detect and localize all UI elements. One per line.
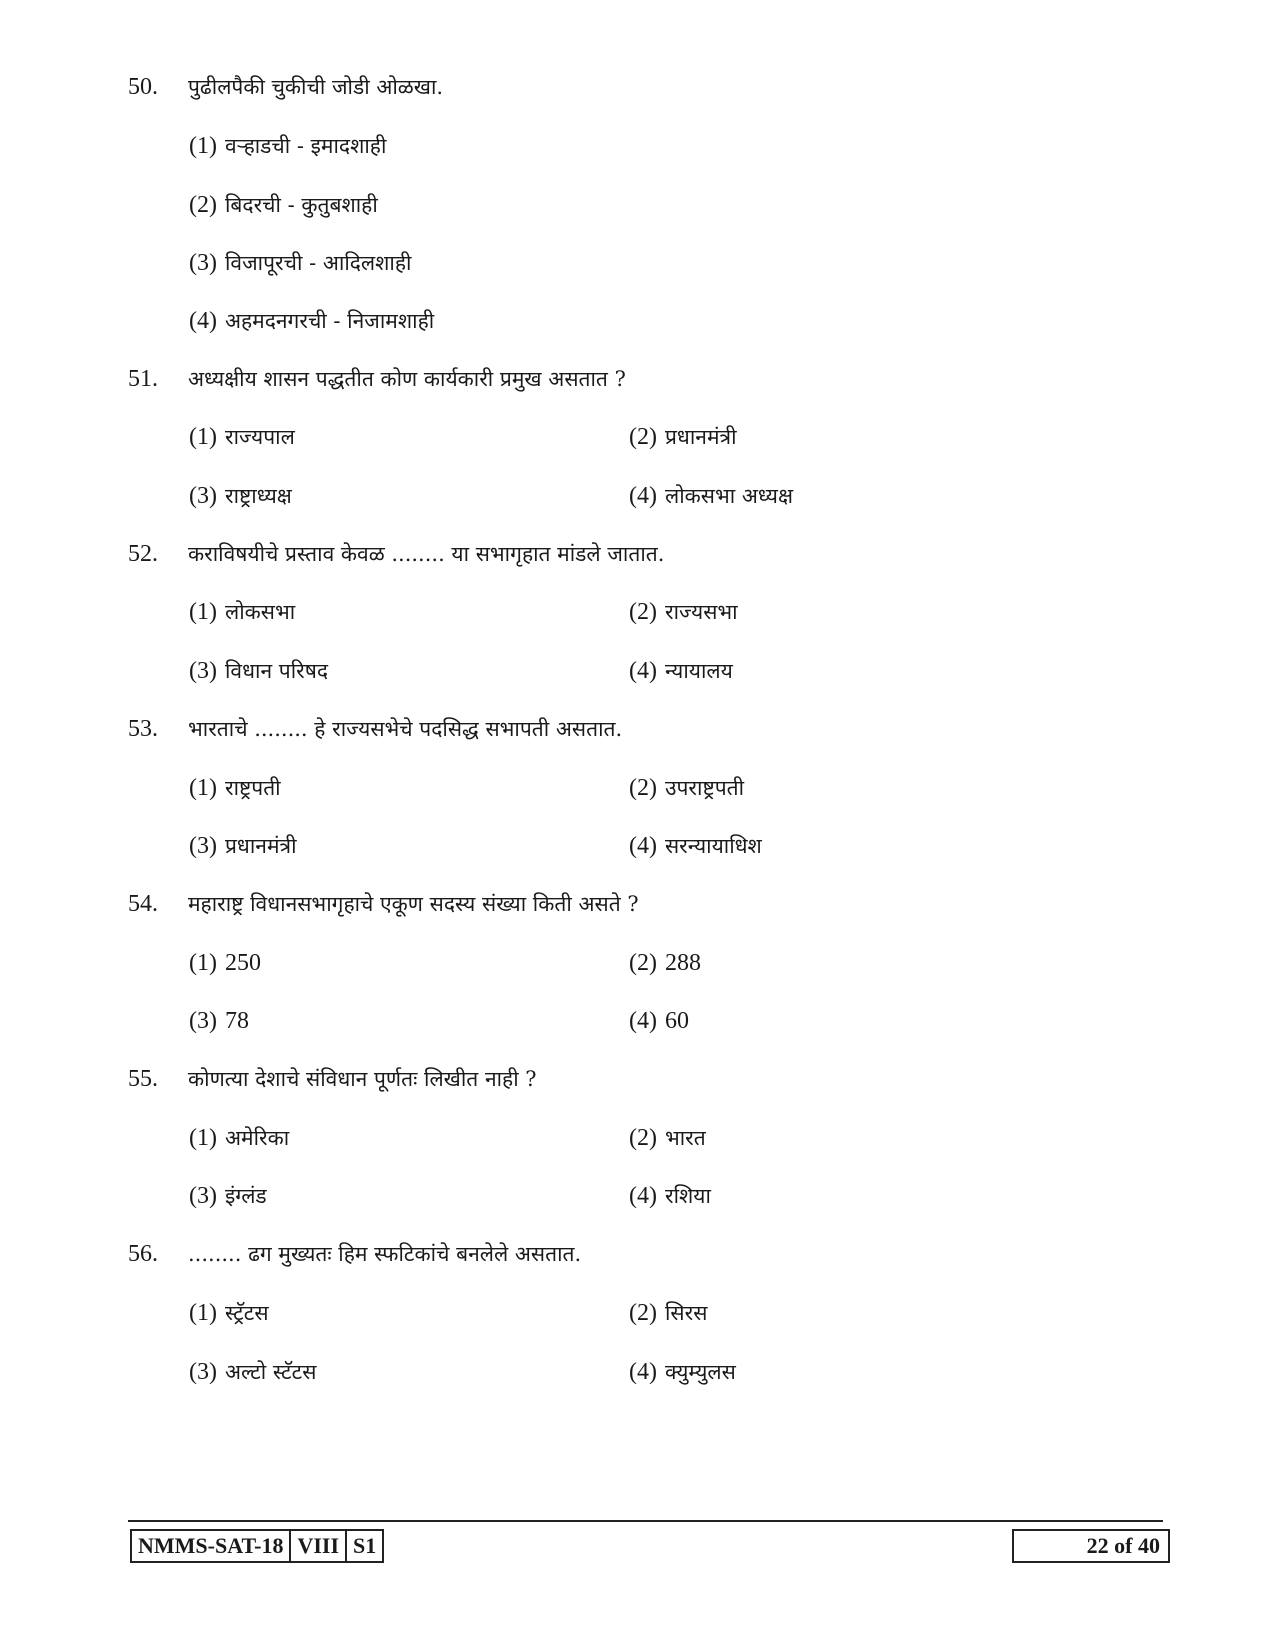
option-text: 60 [664, 1008, 689, 1034]
option-text: वऱ्हाडची - इमादशाही [224, 134, 387, 158]
option-number: (2) [629, 1125, 657, 1151]
option-text: इंग्लंड [224, 1184, 267, 1208]
option-number: (4) [629, 833, 657, 859]
option-number: (1) [189, 775, 217, 801]
option-number: (3) [189, 1183, 217, 1209]
option [629, 481, 793, 511]
option [189, 1123, 289, 1153]
option [189, 306, 434, 336]
option [629, 773, 744, 803]
option-number: (3) [189, 250, 217, 276]
option [629, 1298, 707, 1328]
option [629, 1123, 706, 1153]
option-number: (2) [629, 1300, 657, 1326]
question-text: महाराष्ट्र विधानसभागृहाचे एकूण सदस्य संख्या किती असते ? [188, 892, 639, 916]
question-number: 56. [128, 1241, 158, 1267]
option-number: (1) [189, 950, 217, 976]
option-text: भारत [664, 1126, 706, 1150]
option [189, 1181, 267, 1211]
question-number: 55. [128, 1066, 158, 1092]
question-text: ........ ढग मुख्यतः हिम स्फटिकांचे बनलेले असतात. [188, 1242, 582, 1266]
option-text: क्युम्युलस [664, 1360, 736, 1384]
option-text: उपराष्ट्रपती [664, 776, 745, 800]
option-text: प्रधानमंत्री [224, 834, 297, 858]
footer-divider [128, 1520, 1163, 1522]
option-number: (4) [629, 1359, 657, 1385]
option-text: सिरस [664, 1301, 708, 1325]
option-text: रशिया [664, 1184, 711, 1208]
option-text: 250 [224, 950, 261, 976]
option-text: स्ट्रॅटस [224, 1301, 269, 1325]
option-number: (4) [629, 1183, 657, 1209]
option [189, 1006, 249, 1036]
option-text: सरन्यायाधिश [664, 834, 762, 858]
question-text: अध्यक्षीय शासन पद्धतीत कोण कार्यकारी प्रमुख असतात ? [188, 367, 626, 391]
option-number: (4) [629, 658, 657, 684]
question-text: पुढीलपैकी चुकीची जोडी ओळखा. [188, 75, 444, 99]
option [189, 656, 328, 686]
option-number: (2) [629, 950, 657, 976]
exam-code: NMMS-SAT-18 [130, 1529, 291, 1563]
question-number: 54. [128, 891, 158, 917]
option-number: (2) [189, 192, 217, 218]
question-text: भारताचे ........ हे राज्यसभेचे पदसिद्ध सभापती असतात. [188, 717, 623, 741]
question-number: 51. [128, 366, 158, 392]
option-number: (1) [189, 1125, 217, 1151]
option-text: विजापूरची - आदिलशाही [224, 251, 412, 275]
option-text: राज्यसभा [664, 600, 738, 624]
option-text: अहमदनगरची - निजामशाही [224, 309, 435, 333]
option [189, 131, 386, 161]
option [629, 831, 762, 861]
option-text: राज्यपाल [224, 425, 295, 449]
option-number: (2) [629, 424, 657, 450]
option-text: राष्ट्राध्यक्ष [224, 484, 292, 508]
option [629, 656, 733, 686]
option-number: (3) [189, 658, 217, 684]
question-number: 53. [128, 716, 158, 742]
option-number: (4) [629, 483, 657, 509]
option-number: (1) [189, 133, 217, 159]
option [189, 481, 292, 511]
option [189, 422, 295, 452]
page-number: 22 of 40 [1012, 1529, 1170, 1563]
option-text: अल्टो स्टॅटस [224, 1360, 317, 1384]
option-text: 78 [224, 1008, 249, 1034]
option-number: (4) [629, 1008, 657, 1034]
option-number: (1) [189, 424, 217, 450]
footer-code-box [130, 1529, 384, 1563]
question-text: कोणत्या देशाचे संविधान पूर्णतः लिखीत नाही ? [188, 1067, 537, 1091]
option [189, 831, 297, 861]
option-text: लोकसभा [224, 600, 296, 624]
set-label: S1 [345, 1529, 384, 1563]
option-text: विधान परिषद [224, 659, 329, 683]
option [629, 1006, 689, 1036]
option [189, 1298, 269, 1328]
option [189, 1357, 316, 1387]
option [629, 597, 738, 627]
option [629, 1181, 711, 1211]
option-number: (1) [189, 599, 217, 625]
option [189, 190, 378, 220]
option-text: बिदरची - कुतुबशाही [224, 193, 378, 217]
option-number: (1) [189, 1300, 217, 1326]
question-number: 50. [128, 74, 158, 100]
option [189, 948, 261, 978]
option-number: (3) [189, 1008, 217, 1034]
option [189, 773, 281, 803]
option [629, 1357, 736, 1387]
option-number: (3) [189, 1359, 217, 1385]
option-number: (2) [629, 599, 657, 625]
option [629, 948, 701, 978]
class-label: VIII [289, 1529, 347, 1563]
option-text: राष्ट्रपती [224, 776, 281, 800]
question-text: कराविषयीचे प्रस्ताव केवळ ........ या सभागृहात मांडले जातात. [188, 542, 665, 566]
option-number: (2) [629, 775, 657, 801]
option [189, 248, 411, 278]
option-text: 288 [664, 950, 701, 976]
option-number: (4) [189, 308, 217, 334]
option-text: लोकसभा अध्यक्ष [664, 484, 794, 508]
option [629, 422, 737, 452]
question-number: 52. [128, 541, 158, 567]
option-text: अमेरिका [224, 1126, 290, 1150]
option-text: प्रधानमंत्री [664, 425, 737, 449]
option-text: न्यायालय [664, 659, 733, 683]
option [189, 597, 295, 627]
option-number: (3) [189, 483, 217, 509]
option-number: (3) [189, 833, 217, 859]
